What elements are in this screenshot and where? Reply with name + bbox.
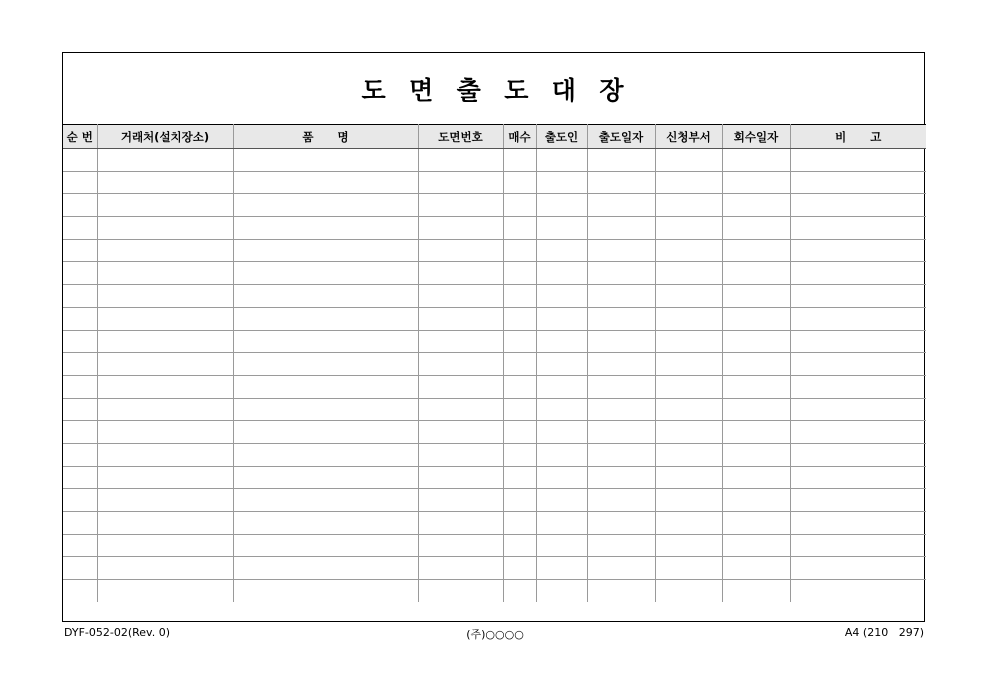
cell-sheet-count[interactable] bbox=[503, 466, 536, 489]
cell-drawing-no[interactable] bbox=[418, 398, 503, 421]
col-header-seq-no: 순 번 bbox=[63, 125, 97, 149]
cell-return-date[interactable] bbox=[722, 557, 790, 580]
cell-remarks[interactable] bbox=[790, 307, 926, 330]
cell-requesting-dept[interactable] bbox=[655, 375, 722, 398]
cell-sheet-count[interactable] bbox=[503, 557, 536, 580]
cell-issue-date[interactable] bbox=[587, 262, 655, 285]
cell-drawing-no[interactable] bbox=[418, 149, 503, 172]
cell-remarks[interactable] bbox=[790, 489, 926, 512]
cell-drawing-no[interactable] bbox=[418, 489, 503, 512]
cell-return-date[interactable] bbox=[722, 285, 790, 308]
cell-client-location[interactable] bbox=[97, 262, 233, 285]
cell-requesting-dept[interactable] bbox=[655, 466, 722, 489]
cell-seq-no[interactable] bbox=[63, 557, 97, 580]
cell-sheet-count[interactable] bbox=[503, 307, 536, 330]
cell-remarks[interactable] bbox=[790, 239, 926, 262]
col-header-issue-date: 출도일자 bbox=[587, 125, 655, 149]
cell-issue-date[interactable] bbox=[587, 398, 655, 421]
cell-return-date[interactable] bbox=[722, 421, 790, 444]
cell-issue-date[interactable] bbox=[587, 443, 655, 466]
cell-remarks[interactable] bbox=[790, 443, 926, 466]
cell-requesting-dept[interactable] bbox=[655, 534, 722, 557]
cell-issuer[interactable] bbox=[536, 217, 587, 240]
table-row bbox=[63, 421, 926, 444]
cell-item-name[interactable] bbox=[233, 262, 418, 285]
cell-remarks[interactable] bbox=[790, 557, 926, 580]
cell-remarks[interactable] bbox=[790, 466, 926, 489]
cell-drawing-no[interactable] bbox=[418, 217, 503, 240]
cell-return-date[interactable] bbox=[722, 171, 790, 194]
cell-issue-date[interactable] bbox=[587, 330, 655, 353]
cell-issuer[interactable] bbox=[536, 239, 587, 262]
cell-return-date[interactable] bbox=[722, 398, 790, 421]
cell-sheet-count[interactable] bbox=[503, 353, 536, 376]
cell-client-location[interactable] bbox=[97, 466, 233, 489]
cell-item-name[interactable] bbox=[233, 375, 418, 398]
table-row bbox=[63, 489, 926, 512]
table-row bbox=[63, 330, 926, 353]
cell-item-name[interactable] bbox=[233, 512, 418, 535]
col-header-return-date: 회수일자 bbox=[722, 125, 790, 149]
cell-drawing-no[interactable] bbox=[418, 239, 503, 262]
cell-issuer[interactable] bbox=[536, 557, 587, 580]
cell-issue-date[interactable] bbox=[587, 217, 655, 240]
cell-client-location[interactable] bbox=[97, 489, 233, 512]
cell-requesting-dept[interactable] bbox=[655, 330, 722, 353]
cell-remarks[interactable] bbox=[790, 421, 926, 444]
cell-return-date[interactable] bbox=[722, 194, 790, 217]
cell-drawing-no[interactable] bbox=[418, 580, 503, 603]
cell-sheet-count[interactable] bbox=[503, 149, 536, 172]
cell-seq-no[interactable] bbox=[63, 512, 97, 535]
cell-remarks[interactable] bbox=[790, 217, 926, 240]
cell-item-name[interactable] bbox=[233, 217, 418, 240]
cell-return-date[interactable] bbox=[722, 353, 790, 376]
cell-client-location[interactable] bbox=[97, 398, 233, 421]
cell-issuer[interactable] bbox=[536, 580, 587, 603]
cell-drawing-no[interactable] bbox=[418, 330, 503, 353]
cell-sheet-count[interactable] bbox=[503, 512, 536, 535]
cell-requesting-dept[interactable] bbox=[655, 489, 722, 512]
ledger-sheet bbox=[62, 52, 925, 622]
table-row bbox=[63, 217, 926, 240]
header-row bbox=[63, 125, 926, 149]
cell-requesting-dept[interactable] bbox=[655, 421, 722, 444]
cell-issuer[interactable] bbox=[536, 307, 587, 330]
cell-requesting-dept[interactable] bbox=[655, 194, 722, 217]
cell-issue-date[interactable] bbox=[587, 534, 655, 557]
cell-issuer[interactable] bbox=[536, 353, 587, 376]
cell-client-location[interactable] bbox=[97, 580, 233, 603]
cell-item-name[interactable] bbox=[233, 557, 418, 580]
cell-issuer[interactable] bbox=[536, 512, 587, 535]
cell-issuer[interactable] bbox=[536, 262, 587, 285]
cell-issuer[interactable] bbox=[536, 489, 587, 512]
table-row bbox=[63, 534, 926, 557]
cell-drawing-no[interactable] bbox=[418, 375, 503, 398]
cell-requesting-dept[interactable] bbox=[655, 557, 722, 580]
cell-client-location[interactable] bbox=[97, 307, 233, 330]
cell-drawing-no[interactable] bbox=[418, 443, 503, 466]
cell-issue-date[interactable] bbox=[587, 307, 655, 330]
cell-remarks[interactable] bbox=[790, 149, 926, 172]
table-row bbox=[63, 580, 926, 603]
cell-item-name[interactable] bbox=[233, 534, 418, 557]
cell-issue-date[interactable] bbox=[587, 194, 655, 217]
cell-return-date[interactable] bbox=[722, 443, 790, 466]
col-header-item-name: 품 명 bbox=[233, 125, 418, 149]
cell-drawing-no[interactable] bbox=[418, 262, 503, 285]
cell-item-name[interactable] bbox=[233, 307, 418, 330]
cell-issue-date[interactable] bbox=[587, 557, 655, 580]
cell-issue-date[interactable] bbox=[587, 489, 655, 512]
cell-drawing-no[interactable] bbox=[418, 534, 503, 557]
cell-seq-no[interactable] bbox=[63, 534, 97, 557]
cell-issuer[interactable] bbox=[536, 534, 587, 557]
cell-seq-no[interactable] bbox=[63, 239, 97, 262]
cell-client-location[interactable] bbox=[97, 171, 233, 194]
cell-remarks[interactable] bbox=[790, 512, 926, 535]
cell-sheet-count[interactable] bbox=[503, 330, 536, 353]
cell-item-name[interactable] bbox=[233, 398, 418, 421]
cell-remarks[interactable] bbox=[790, 398, 926, 421]
cell-drawing-no[interactable] bbox=[418, 171, 503, 194]
cell-issue-date[interactable] bbox=[587, 285, 655, 308]
cell-drawing-no[interactable] bbox=[418, 466, 503, 489]
cell-issue-date[interactable] bbox=[587, 421, 655, 444]
cell-requesting-dept[interactable] bbox=[655, 239, 722, 262]
cell-issue-date[interactable] bbox=[587, 375, 655, 398]
table-row bbox=[63, 353, 926, 376]
cell-return-date[interactable] bbox=[722, 149, 790, 172]
cell-issuer[interactable] bbox=[536, 194, 587, 217]
cell-issue-date[interactable] bbox=[587, 466, 655, 489]
cell-return-date[interactable] bbox=[722, 466, 790, 489]
col-header-drawing-no: 도면번호 bbox=[418, 125, 503, 149]
table-row bbox=[63, 398, 926, 421]
form-code: DYF-052-02(Rev. 0) bbox=[64, 626, 170, 639]
cell-issuer[interactable] bbox=[536, 466, 587, 489]
cell-item-name[interactable] bbox=[233, 443, 418, 466]
cell-return-date[interactable] bbox=[722, 239, 790, 262]
cell-client-location[interactable] bbox=[97, 217, 233, 240]
cell-issuer[interactable] bbox=[536, 398, 587, 421]
cell-client-location[interactable] bbox=[97, 353, 233, 376]
cell-client-location[interactable] bbox=[97, 443, 233, 466]
cell-client-location[interactable] bbox=[97, 285, 233, 308]
cell-seq-no[interactable] bbox=[63, 353, 97, 376]
cell-return-date[interactable] bbox=[722, 580, 790, 603]
cell-remarks[interactable] bbox=[790, 580, 926, 603]
cell-remarks[interactable] bbox=[790, 171, 926, 194]
ledger-body bbox=[63, 149, 926, 603]
cell-item-name[interactable] bbox=[233, 421, 418, 444]
table-row bbox=[63, 262, 926, 285]
cell-client-location[interactable] bbox=[97, 149, 233, 172]
cell-requesting-dept[interactable] bbox=[655, 285, 722, 308]
cell-requesting-dept[interactable] bbox=[655, 307, 722, 330]
cell-requesting-dept[interactable] bbox=[655, 353, 722, 376]
page-title: 도 면 출 도 대 장 bbox=[361, 75, 626, 105]
cell-drawing-no[interactable] bbox=[418, 353, 503, 376]
cell-item-name[interactable] bbox=[233, 330, 418, 353]
cell-requesting-dept[interactable] bbox=[655, 171, 722, 194]
cell-seq-no[interactable] bbox=[63, 149, 97, 172]
cell-requesting-dept[interactable] bbox=[655, 149, 722, 172]
cell-sheet-count[interactable] bbox=[503, 262, 536, 285]
cell-client-location[interactable] bbox=[97, 375, 233, 398]
table-row bbox=[63, 512, 926, 535]
company-name: (주)○○○○ bbox=[466, 628, 524, 641]
cell-issuer[interactable] bbox=[536, 171, 587, 194]
cell-return-date[interactable] bbox=[722, 489, 790, 512]
cell-client-location[interactable] bbox=[97, 239, 233, 262]
cell-requesting-dept[interactable] bbox=[655, 443, 722, 466]
cell-return-date[interactable] bbox=[722, 307, 790, 330]
cell-item-name[interactable] bbox=[233, 353, 418, 376]
cell-seq-no[interactable] bbox=[63, 466, 97, 489]
cell-seq-no[interactable] bbox=[63, 262, 97, 285]
cell-drawing-no[interactable] bbox=[418, 421, 503, 444]
cell-sheet-count[interactable] bbox=[503, 398, 536, 421]
cell-item-name[interactable] bbox=[233, 149, 418, 172]
cell-seq-no[interactable] bbox=[63, 171, 97, 194]
cell-seq-no[interactable] bbox=[63, 375, 97, 398]
cell-remarks[interactable] bbox=[790, 262, 926, 285]
cell-seq-no[interactable] bbox=[63, 443, 97, 466]
col-header-issuer: 출도인 bbox=[536, 125, 587, 149]
table-row bbox=[63, 285, 926, 308]
cell-requesting-dept[interactable] bbox=[655, 217, 722, 240]
cell-return-date[interactable] bbox=[722, 330, 790, 353]
cell-seq-no[interactable] bbox=[63, 285, 97, 308]
table-row bbox=[63, 194, 926, 217]
cell-sheet-count[interactable] bbox=[503, 580, 536, 603]
cell-return-date[interactable] bbox=[722, 375, 790, 398]
cell-remarks[interactable] bbox=[790, 330, 926, 353]
cell-item-name[interactable] bbox=[233, 285, 418, 308]
table-row bbox=[63, 443, 926, 466]
table-row bbox=[63, 149, 926, 172]
cell-item-name[interactable] bbox=[233, 194, 418, 217]
cell-item-name[interactable] bbox=[233, 489, 418, 512]
cell-sheet-count[interactable] bbox=[503, 194, 536, 217]
cell-issuer[interactable] bbox=[536, 421, 587, 444]
cell-item-name[interactable] bbox=[233, 171, 418, 194]
table-row bbox=[63, 307, 926, 330]
cell-sheet-count[interactable] bbox=[503, 421, 536, 444]
cell-item-name[interactable] bbox=[233, 466, 418, 489]
table-row bbox=[63, 239, 926, 262]
cell-issuer[interactable] bbox=[536, 330, 587, 353]
col-header-requesting-dept: 신청부서 bbox=[655, 125, 722, 149]
cell-issue-date[interactable] bbox=[587, 353, 655, 376]
cell-requesting-dept[interactable] bbox=[655, 262, 722, 285]
cell-sheet-count[interactable] bbox=[503, 217, 536, 240]
table-row bbox=[63, 466, 926, 489]
cell-issuer[interactable] bbox=[536, 443, 587, 466]
cell-remarks[interactable] bbox=[790, 534, 926, 557]
cell-client-location[interactable] bbox=[97, 330, 233, 353]
col-header-remarks: 비 고 bbox=[790, 125, 926, 149]
cell-seq-no[interactable] bbox=[63, 421, 97, 444]
cell-seq-no[interactable] bbox=[63, 398, 97, 421]
cell-drawing-no[interactable] bbox=[418, 307, 503, 330]
cell-drawing-no[interactable] bbox=[418, 285, 503, 308]
paper-size: A4 (210 297) bbox=[844, 626, 924, 639]
col-header-sheet-count: 매수 bbox=[503, 125, 536, 149]
cell-client-location[interactable] bbox=[97, 512, 233, 535]
table-row bbox=[63, 557, 926, 580]
cell-seq-no[interactable] bbox=[63, 217, 97, 240]
cell-issuer[interactable] bbox=[536, 149, 587, 172]
cell-issuer[interactable] bbox=[536, 285, 587, 308]
cell-requesting-dept[interactable] bbox=[655, 512, 722, 535]
cell-sheet-count[interactable] bbox=[503, 239, 536, 262]
cell-remarks[interactable] bbox=[790, 375, 926, 398]
cell-sheet-count[interactable] bbox=[503, 443, 536, 466]
cell-seq-no[interactable] bbox=[63, 307, 97, 330]
cell-return-date[interactable] bbox=[722, 262, 790, 285]
cell-sheet-count[interactable] bbox=[503, 375, 536, 398]
cell-issue-date[interactable] bbox=[587, 149, 655, 172]
cell-sheet-count[interactable] bbox=[503, 171, 536, 194]
title-area bbox=[63, 53, 924, 124]
cell-issue-date[interactable] bbox=[587, 580, 655, 603]
cell-item-name[interactable] bbox=[233, 580, 418, 603]
cell-return-date[interactable] bbox=[722, 217, 790, 240]
cell-remarks[interactable] bbox=[790, 285, 926, 308]
cell-client-location[interactable] bbox=[97, 534, 233, 557]
cell-drawing-no[interactable] bbox=[418, 557, 503, 580]
cell-sheet-count[interactable] bbox=[503, 285, 536, 308]
cell-requesting-dept[interactable] bbox=[655, 580, 722, 603]
cell-issuer[interactable] bbox=[536, 375, 587, 398]
cell-remarks[interactable] bbox=[790, 353, 926, 376]
cell-sheet-count[interactable] bbox=[503, 534, 536, 557]
cell-return-date[interactable] bbox=[722, 512, 790, 535]
cell-seq-no[interactable] bbox=[63, 489, 97, 512]
cell-issue-date[interactable] bbox=[587, 512, 655, 535]
table-row bbox=[63, 171, 926, 194]
col-header-client-location: 거래처(설치장소) bbox=[97, 125, 233, 149]
table-row bbox=[63, 375, 926, 398]
cell-issue-date[interactable] bbox=[587, 239, 655, 262]
drawing-issue-ledger-table bbox=[63, 124, 926, 602]
cell-item-name[interactable] bbox=[233, 239, 418, 262]
cell-sheet-count[interactable] bbox=[503, 489, 536, 512]
cell-seq-no[interactable] bbox=[63, 194, 97, 217]
cell-drawing-no[interactable] bbox=[418, 512, 503, 535]
cell-client-location[interactable] bbox=[97, 194, 233, 217]
cell-client-location[interactable] bbox=[97, 421, 233, 444]
cell-requesting-dept[interactable] bbox=[655, 398, 722, 421]
cell-seq-no[interactable] bbox=[63, 580, 97, 603]
cell-client-location[interactable] bbox=[97, 557, 233, 580]
cell-return-date[interactable] bbox=[722, 534, 790, 557]
cell-drawing-no[interactable] bbox=[418, 194, 503, 217]
cell-remarks[interactable] bbox=[790, 194, 926, 217]
cell-issue-date[interactable] bbox=[587, 171, 655, 194]
cell-seq-no[interactable] bbox=[63, 330, 97, 353]
